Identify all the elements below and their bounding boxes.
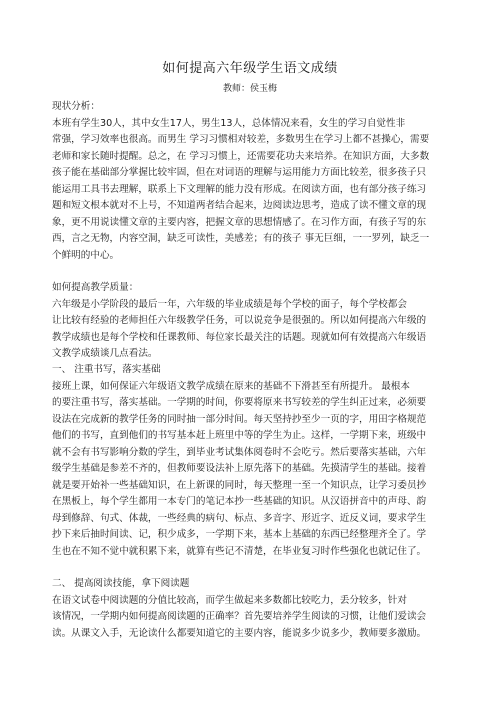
paragraph-line: 抄下来后抽时间读、记，积少成多，一学期下来，基本上基础的东西已经整理齐全了。学 <box>52 529 427 540</box>
paragraph-line: 西，言之无物，内容空洞，缺乏可读性，美感差；有的孩子 事无巨细，一一罗列，缺乏一 <box>52 233 430 244</box>
paragraph-line: 接班上课，如何保证六年级语文教学成绩在原来的基础不下滑甚至有所提升。 最根本 <box>52 380 411 392</box>
paragraph-line: 在黑板上，每个学生都用一本专门的笔记本抄一些基础的知识。从汉语拼音中的声母、韵 <box>52 496 427 507</box>
paragraph-line: 一、 注重书写，落实基础 <box>52 364 161 375</box>
paragraph-line: 母到修辞、句式、体裁，一些经典的病句、标点、多音字、形近字、近反义词，要求学生 <box>52 512 427 524</box>
paragraph-line: 现状分析： <box>52 101 100 112</box>
paragraph-line: 级学生基础是参差不齐的，但教师要设法补上原先落下的基础。先摸清学生的基础。接着 <box>52 463 427 474</box>
paragraph-line: 本班有学生30人，其中女生17人，男生13人，总体情况来看，女生的学习自觉性非 <box>52 117 406 129</box>
paragraph-line: 文教学成绩谈几点看法。 <box>52 348 158 359</box>
paragraph-line: 就是要开始补一些基础知识，在上新课的同时，每天整理一至一个知识点，让学习委员抄 <box>52 479 427 491</box>
paragraph-line: 如何提高教学质量： <box>52 282 139 293</box>
paragraph-line: 二、 提高阅读技能，拿下阅读题 <box>52 578 190 589</box>
paragraph-line: 常强，学习效率也很高。而男生 学习习惯相对较差，多数男生在学习上都不甚操心，需要 <box>52 134 430 145</box>
paragraph-line: 设法在完成新的教学任务的同时抽一部分时间。每天坚持抄至少一页的字，用田字格规范 <box>52 413 427 425</box>
paragraph-line: 生也在不知不觉中就积累下来，就算有些记不清楚，在毕业复习时作些强化也就记住了。 <box>52 545 427 557</box>
paragraph-line: 孩子能在基础部分掌握比较牢固，但在对词语的理解与运用能力方面比较差，很多孩子只 <box>52 167 427 178</box>
paragraph-line: 他们的书写，直到他们的书写基本赶上班里中等的学生为止。这样，一学期下来，班级中 <box>52 430 427 441</box>
paragraph-line: 个鲜明的中心。 <box>52 249 120 261</box>
paragraph-line: 的要注重书写，落实基础。一学期的时间，你要将原来书写较差的学生纠正过来，必须要 <box>52 397 427 408</box>
goal-section <box>52 280 452 363</box>
paragraph-line: 在语文试卷中阅读题的分值比较高，而学生做起来多数都比较吃力，丢分较多，针对 <box>52 594 407 606</box>
paragraph-line: 六年级是小学阶段的最后一年，六年级的毕业成绩是每个学校的面子，每个学校都会 <box>52 298 407 310</box>
section-two <box>52 576 452 642</box>
paragraph-line: 教学成绩也是每个学校和任课教师、每位家长最关注的话题。现就如何有效提高六年级语 <box>52 331 427 343</box>
paragraph-line: 读。从课文入手，无论读什么都要知道它的主要内容，能说多少说多少，教师要多激励。 <box>52 627 427 639</box>
paragraph-line: 能运用工具书去理解，联系上下文理解的能力没有形成。在阅读方面，也有部分孩子练习 <box>52 183 427 195</box>
paragraph-line: 题和短文根本就对不上号，不知道两者结合起来，边阅读边思考，造成了读不懂文章的现 <box>52 200 427 211</box>
section-one <box>52 362 452 560</box>
paragraph-line: 就不会有书写影响分数的学生，到毕业考试集体阅卷时不会吃亏。然后要落实基础，六年 <box>52 446 427 458</box>
paragraph-line: 象，更不用说读懂文章的主要内容，把握文章的思想情感了。在习作方面，有孩子写的东 <box>52 216 427 228</box>
paragraph-line: 老师和家长随时提醒。总之，在 学习习惯上，还需要花功夫来培养。在知识方面，大多数 <box>52 150 430 162</box>
author-line: 教师：侯玉梅 <box>222 84 277 94</box>
situation-section <box>52 99 452 264</box>
paragraph-line: 该情况，一学期内如何提高阅读题的正确率？首先要培养学生阅读的习惯，让他们爱读会 <box>52 611 427 622</box>
document-title: 如何提高六年级学生语文成绩 <box>162 61 338 76</box>
paragraph-line: 让比较有经验的老师担任六年级教学任务，可以说竞争是很强的。所以如何提高六年级的 <box>52 315 427 326</box>
